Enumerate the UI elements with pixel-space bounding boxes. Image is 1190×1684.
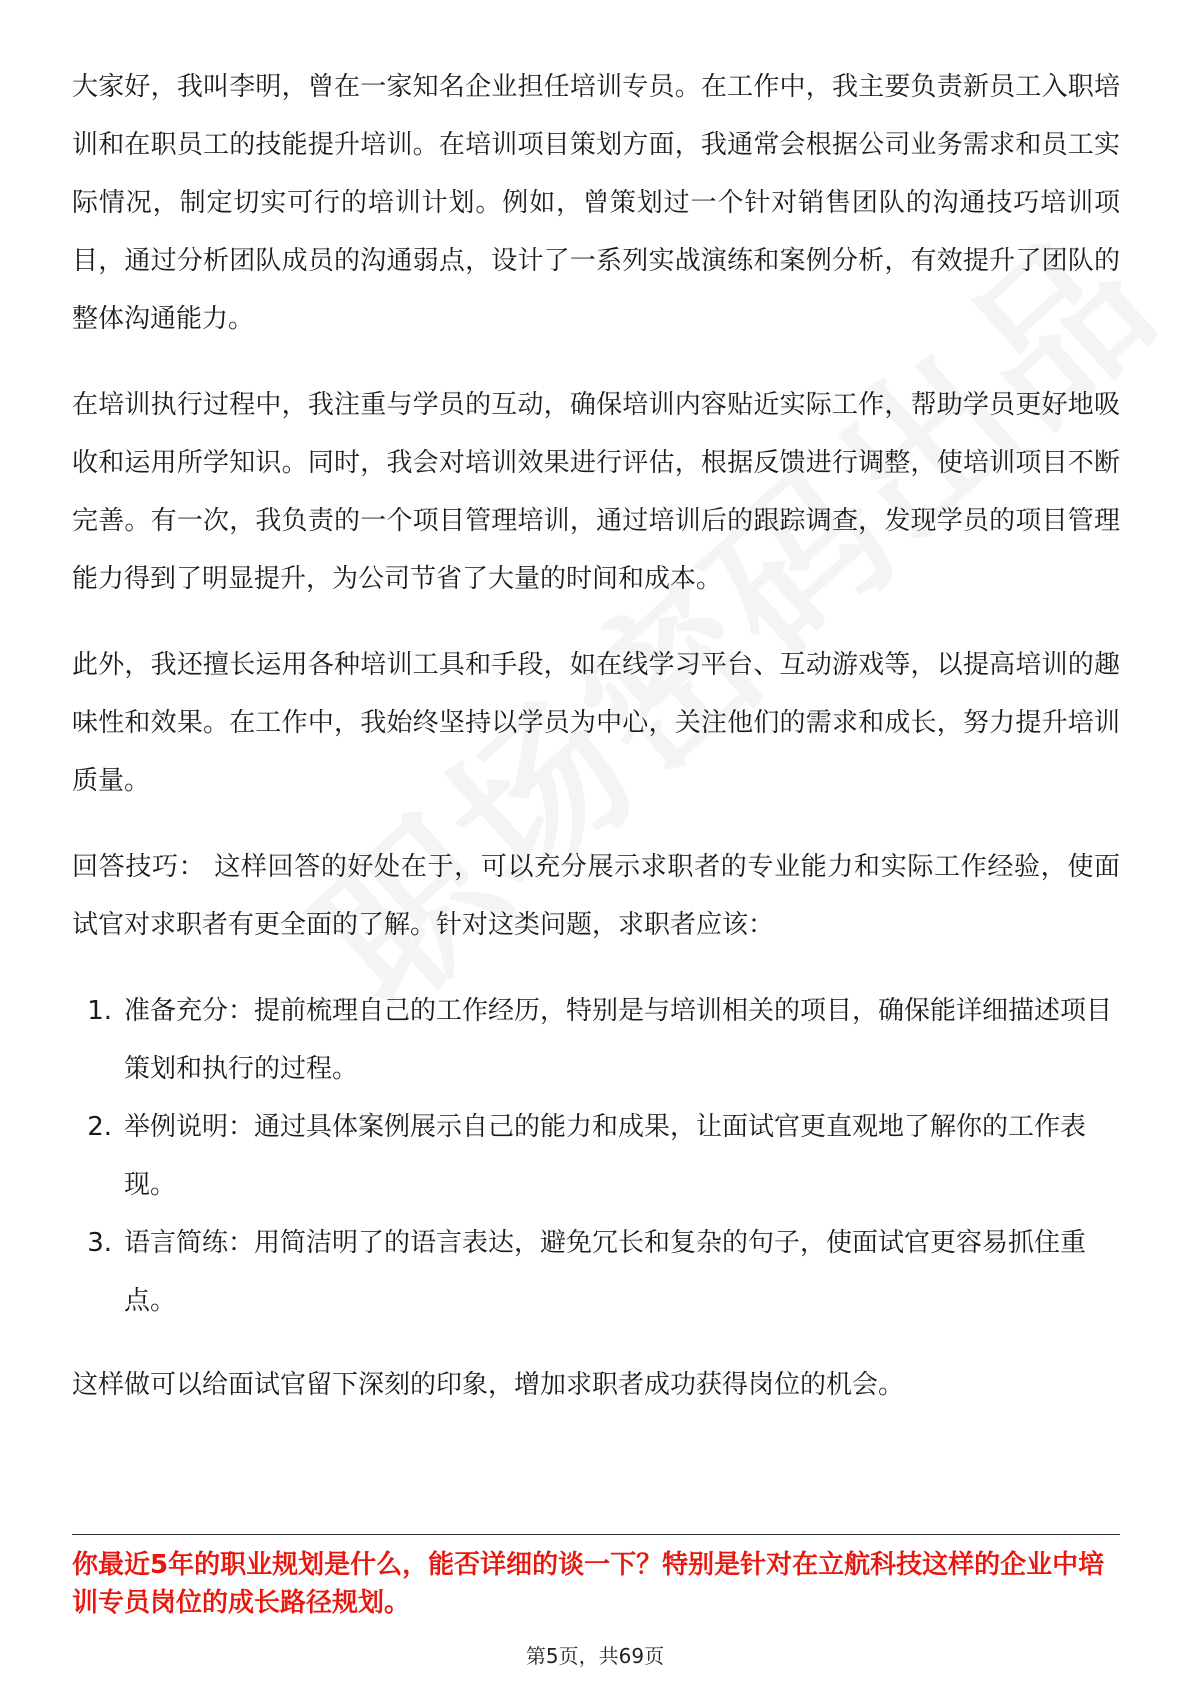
list-number: 2. [87,1112,112,1142]
list-item [72,1214,1120,1330]
list-text: 准备充分：提前梳理自己的工作经历，特别是与培训相关的项目，确保能详细描述项目策划和执行的过程。 [124,996,1113,1084]
paragraph-tools: 此外，我还擅长运用各种培训工具和手段，如在线学习平台、互动游戏等，以提高培训的趣味性和效果。在工作中，我始终坚持以学员为中心，关注他们的需求和成长，努力提升培训质量。 [72,650,1120,796]
page-number: 第5页，共69页 [525,1644,665,1668]
section-divider [72,1534,1120,1535]
paragraph-closing: 这样做可以给面试官留下深刻的印象，增加求职者成功获得岗位的机会。 [72,1370,905,1400]
document-body [72,58,1120,1442]
paragraph-execution: 在培训执行过程中，我注重与学员的互动，确保培训内容贴近实际工作，帮助学员更好地吸收和运用所学知识。同时，我会对培训效果进行评估，根据反馈进行调整，使培训项目不断完善。有一次，我负责的一个项目管理培训，通过培训后的跟踪调查，发现学员的项目管理能力得到了明显提升，为公司节省了大量的时间和成本。 [72,390,1120,594]
next-question-heading: 你最近5年的职业规划是什么，能否详细的谈一下？特别是针对在立航科技这样的企业中培训专员岗位的成长路径规划。 [72,1550,1105,1618]
list-number: 3. [87,1228,112,1258]
tips-list [72,982,1120,1330]
paragraph-intro: 大家好，我叫李明，曾在一家知名企业担任培训专员。在工作中，我主要负责新员工入职培训和在职员工的技能提升培训。在培训项目策划方面，我通常会根据公司业务需求和员工实际情况，制定切实可行的培训计划。例如，曾策划过一个针对销售团队的沟通技巧培训项目，通过分析团队成员的沟通弱点，设计了一系列实战演练和案例分析，有效提升了团队的整体沟通能力。 [72,72,1120,334]
paragraph-answer-tips: 回答技巧： 这样回答的好处在于，可以充分展示求职者的专业能力和实际工作经验，使面试官对求职者有更全面的了解。针对这类问题，求职者应该： [72,852,1120,940]
list-number: 1. [87,996,112,1026]
list-item [72,982,1120,1098]
list-item [72,1098,1120,1214]
list-text: 语言简练：用简洁明了的语言表达，避免冗长和复杂的句子，使面试官更容易抓住重点。 [124,1228,1087,1316]
list-text: 举例说明：通过具体案例展示自己的能力和成果，让面试官更直观地了解你的工作表现。 [124,1112,1087,1200]
